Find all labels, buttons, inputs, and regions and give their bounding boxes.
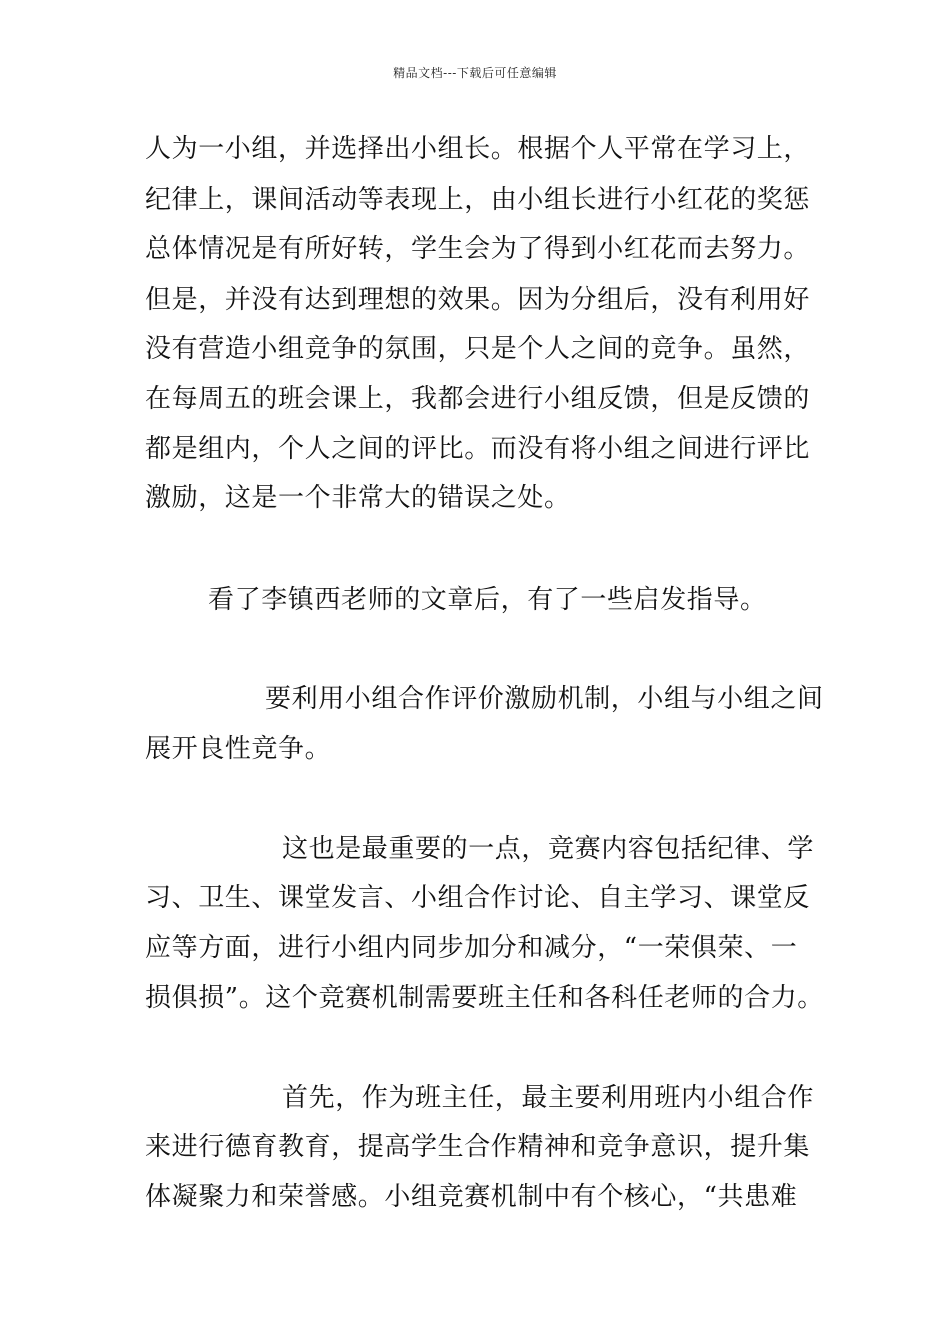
body-text-line: 人为一小组，并选择出小组长。根据个人平常在学习上， xyxy=(145,134,811,164)
body-text-line: 应等方面，进行小组内同步加分和减分，“一荣俱荣、一 xyxy=(145,933,798,963)
body-text-line: 这也是最重要的一点，竞赛内容包括纪律、学 xyxy=(282,834,815,864)
body-text-line: 总体情况是有所好转，学生会为了得到小红花而去努力。 xyxy=(145,234,811,264)
body-text-line: 首先，作为班主任，最主要利用班内小组合作 xyxy=(282,1083,815,1113)
body-text-line: 在每周五的班会课上，我都会进行小组反馈，但是反馈的 xyxy=(145,384,811,414)
body-text-line: 习、卫生、课堂发言、小组合作讨论、自主学习、课堂反 xyxy=(145,883,811,913)
body-text-line: 来进行德育教育，提高学生合作精神和竞争意识，提升集 xyxy=(145,1132,811,1162)
body-text-line: 纪律上，课间活动等表现上，由小组长进行小红花的奖惩 xyxy=(145,185,811,215)
body-text-line: 都是组内，个人之间的评比。而没有将小组之间进行评比 xyxy=(145,434,811,464)
body-text-line: 体凝聚力和荣誉感。小组竞赛机制中有个核心，“共患难 xyxy=(145,1182,798,1212)
body-text-line: 激励，这是一个非常大的错误之处。 xyxy=(145,483,571,513)
body-text-line: 没有营造小组竞争的氛围，只是个人之间的竞争。虽然， xyxy=(145,334,811,364)
body-text-line: 看了李镇西老师的文章后，有了一些启发指导。 xyxy=(208,585,767,615)
body-text-line: 展开良性竞争。 xyxy=(145,734,332,764)
body-text-line: 但是，并没有达到理想的效果。因为分组后，没有利用好 xyxy=(145,285,811,315)
body-text-line: 损俱损”。这个竞赛机制需要班主任和各科任老师的合力。 xyxy=(145,983,824,1013)
page-header: 精品文档---下载后可任意编辑 xyxy=(393,66,557,80)
body-text-line: 要利用小组合作评价激励机制，小组与小组之间 xyxy=(265,684,824,714)
